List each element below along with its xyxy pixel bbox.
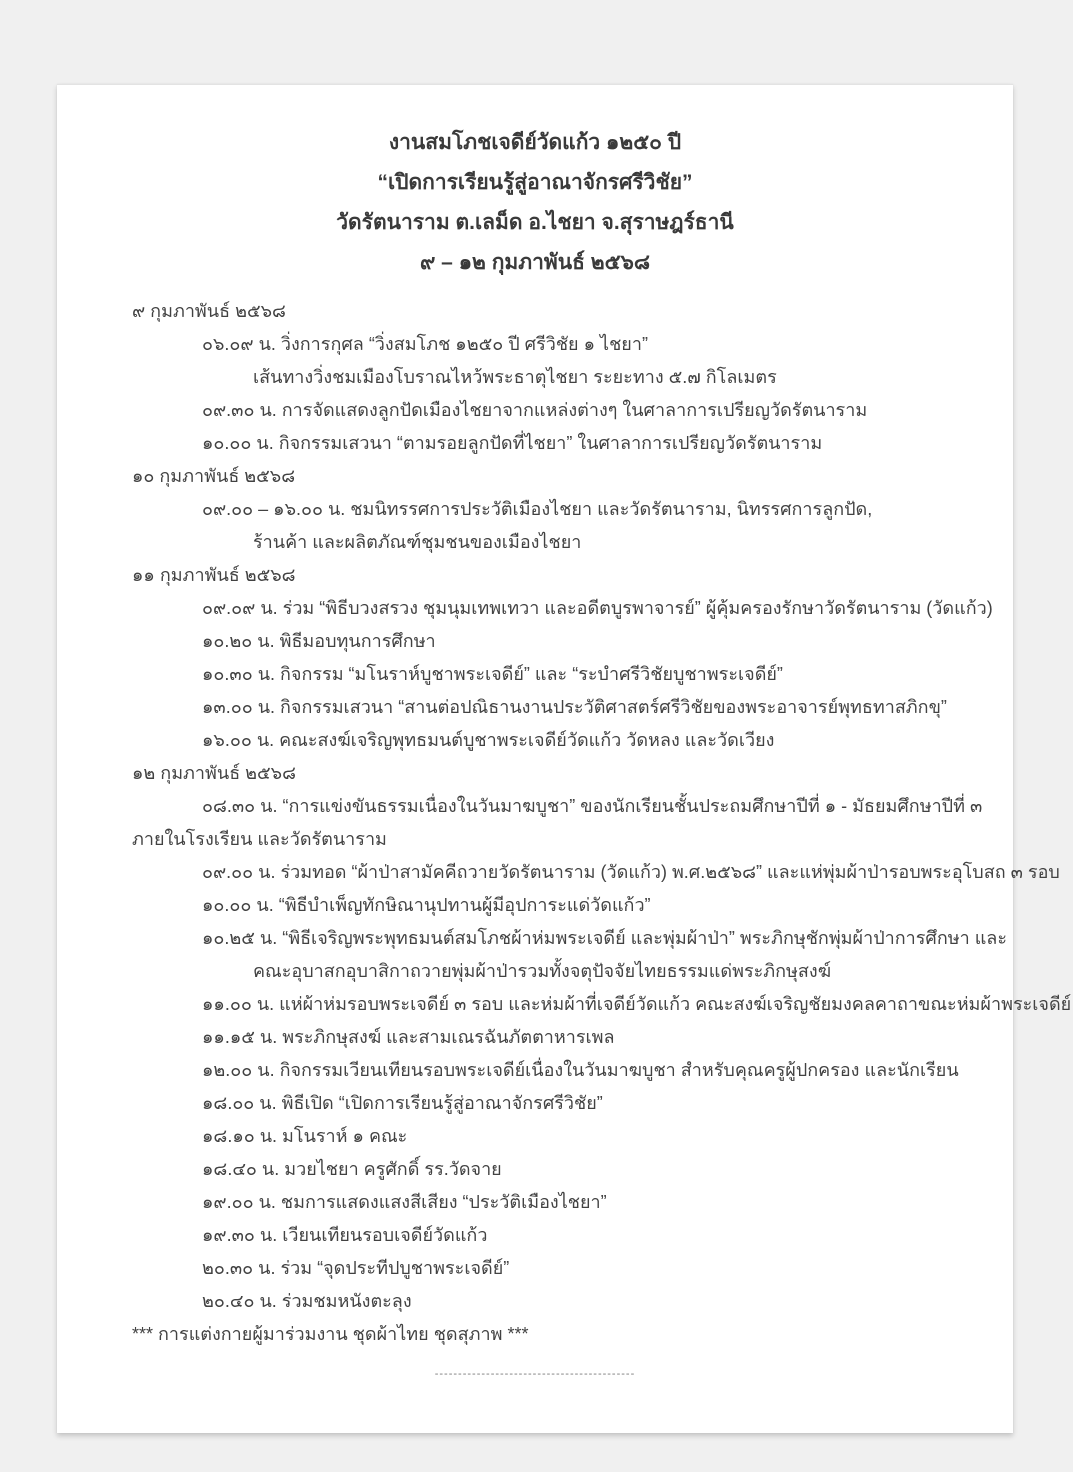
date-heading: ๑๐ กุมภาพันธ์ ๒๕๖๘ [132,466,296,486]
date-heading: ๑๑ กุมภาพันธ์ ๒๕๖๘ [132,565,296,585]
schedule-item: ๐๘.๓๐ น. “การแข่งขันธรรมเนื่องในวันมาฆบูชา” ของนักเรียนชั้นประถมศึกษาปีที่ ๑ - มัธยมศึกษาปีที่ ๓ [202,796,983,816]
schedule-item: ๑๐.๓๐ น. กิจกรรม “มโนราห์บูชาพระเจดีย์” และ “ระบำศรีวิชัยบูชาพระเจดีย์” [202,664,783,684]
schedule-item: ๑๐.๒๐ น. พิธีมอบทุนการศึกษา [202,631,436,651]
end-separator: ------------------------------------------- [434,1368,636,1380]
schedule-item: ๒๐.๔๐ น. ร่วมชมหนังตะลุง [202,1291,412,1311]
schedule-item: ๐๖.๐๙ น. วิ่งการกุศล “วิ่งสมโภช ๑๒๕๐ ปี ศรีวิชัย ๑ ไชยา” [202,334,648,354]
date-heading: ๙ กุมภาพันธ์ ๒๕๖๘ [132,301,286,321]
schedule-item: ๑๘.๔๐ น. มวยไชยา ครูศักดิ์ รร.วัดจาย [202,1159,502,1179]
schedule-item: ๐๙.๐๐ – ๑๖.๐๐ น. ชมนิทรรศการประวัติเมืองไชยา และวัดรัตนาราม, นิทรรศการลูกปัด, [202,499,873,519]
schedule-item: ๐๙.๐๐ น. ร่วมทอด “ผ้าป่าสามัคคีถวายวัดรัตนาราม (วัดแก้ว) พ.ศ.๒๕๖๘” และแห่พุ่มผ้าป่ารอบพระอุโบสถ ๓ รอบ [202,862,1060,882]
date-heading: ๑๒ กุมภาพันธ์ ๒๕๖๘ [132,763,296,783]
venue-line: วัดรัตนาราม ต.เลม็ด อ.ไชยา จ.สุราษฎร์ธานี [336,211,734,234]
schedule-item: ๑๙.๓๐ น. เวียนเทียนรอบเจดีย์วัดแก้ว [202,1225,488,1245]
schedule-item: ๑๒.๐๐ น. กิจกรรมเวียนเทียนรอบพระเจดีย์เนื่องในวันมาฆบูชา สำหรับคุณครูผู้ปกครอง และนักเรียน [202,1060,959,1080]
event-subtitle: “เปิดการเรียนรู้สู่อาณาจักรศรีวิชัย” [377,171,693,194]
schedule-item: ๑๑.๐๐ น. แห่ผ้าห่มรอบพระเจดีย์ ๓ รอบ และห่มผ้าที่เจดีย์วัดแก้ว คณะสงฆ์เจริญชัยมงคลคาถาขณะห่มผ้าพระเจดีย์ [202,994,1072,1014]
schedule-item: ภายในโรงเรียน และวัดรัตนาราม [132,829,387,849]
dress-code-note: *** การแต่งกายผู้มาร่วมงาน ชุดผ้าไทย ชุดสุภาพ *** [132,1324,529,1344]
title-block [87,123,983,283]
schedule-item: ๑๐.๐๐ น. “พิธีบำเพ็ญทักษิณานุปทานผู้มีอุปการะแด่วัดแก้ว” [202,895,651,915]
schedule-item: ๑๘.๐๐ น. พิธีเปิด “เปิดการเรียนรู้สู่อาณาจักรศรีวิชัย” [202,1093,603,1113]
schedule-item: ๐๙.๐๙ น. ร่วม “พิธีบวงสรวง ชุมนุมเทพเทวา และอดีตบูรพาจารย์” ผู้คุ้มครองรักษาวัดรัตนาราม (วัดแก้ว) [202,598,993,618]
schedule-item: ๑๘.๑๐ น. มโนราห์ ๑ คณะ [202,1126,408,1146]
schedule-item: เส้นทางวิ่งชมเมืองโบราณไหว้พระธาตุไชยา ระยะทาง ๕.๗ กิโลเมตร [253,367,777,387]
document-page [57,84,1072,1433]
schedule-item: ๑๓.๐๐ น. กิจกรรมเสวนา “สานต่อปณิธานงานประวัติศาสตร์ศรีวิชัยของพระอาจารย์พุทธทาสภิกขุ” [202,697,947,717]
schedule-item: คณะอุบาสกอุบาสิกาถวายพุ่มผ้าป่ารวมทั้งจตุปัจจัยไทยธรรมแด่พระภิกษุสงฆ์ [253,961,832,981]
schedule-item: ๑๐.๐๐ น. กิจกรรมเสวนา “ตามรอยลูกปัดที่ไชยา” ในศาลาการเปรียญวัดรัตนาราม [202,433,823,453]
schedule-body [132,295,1072,1381]
schedule-item: ๑๙.๐๐ น. ชมการแสดงแสงสีเสียง “ประวัติเมืองไชยา” [202,1192,607,1212]
schedule-item: ๑๖.๐๐ น. คณะสงฆ์เจริญพุทธมนต์บูชาพระเจดีย์วัดแก้ว วัดหลง และวัดเวียง [202,730,775,750]
event-title: งานสมโภชเจดีย์วัดแก้ว ๑๒๕๐ ปี [388,131,682,154]
schedule-item: ๒๐.๓๐ น. ร่วม “จุดประทีปบูชาพระเจดีย์” [202,1258,510,1278]
schedule-item: ๑๐.๒๕ น. “พิธีเจริญพระพุทธมนต์สมโภชผ้าห่มพระเจดีย์ และพุ่มผ้าป่า” พระภิกษุชักพุ่มผ้าป่าการศึกษา และ [202,928,1008,948]
date-range: ๙ – ๑๒ กุมภาพันธ์ ๒๕๖๘ [419,251,651,274]
schedule-item: ๑๑.๑๕ น. พระภิกษุสงฆ์ และสามเณรฉันภัตตาหารเพล [202,1027,615,1047]
schedule-item: ๐๙.๓๐ น. การจัดแสดงลูกปัดเมืองไชยาจากแหล่งต่างๆ ในศาลาการเปรียญวัดรัตนาราม [202,400,868,420]
schedule-item: ร้านค้า และผลิตภัณฑ์ชุมชนของเมืองไชยา [253,532,582,552]
